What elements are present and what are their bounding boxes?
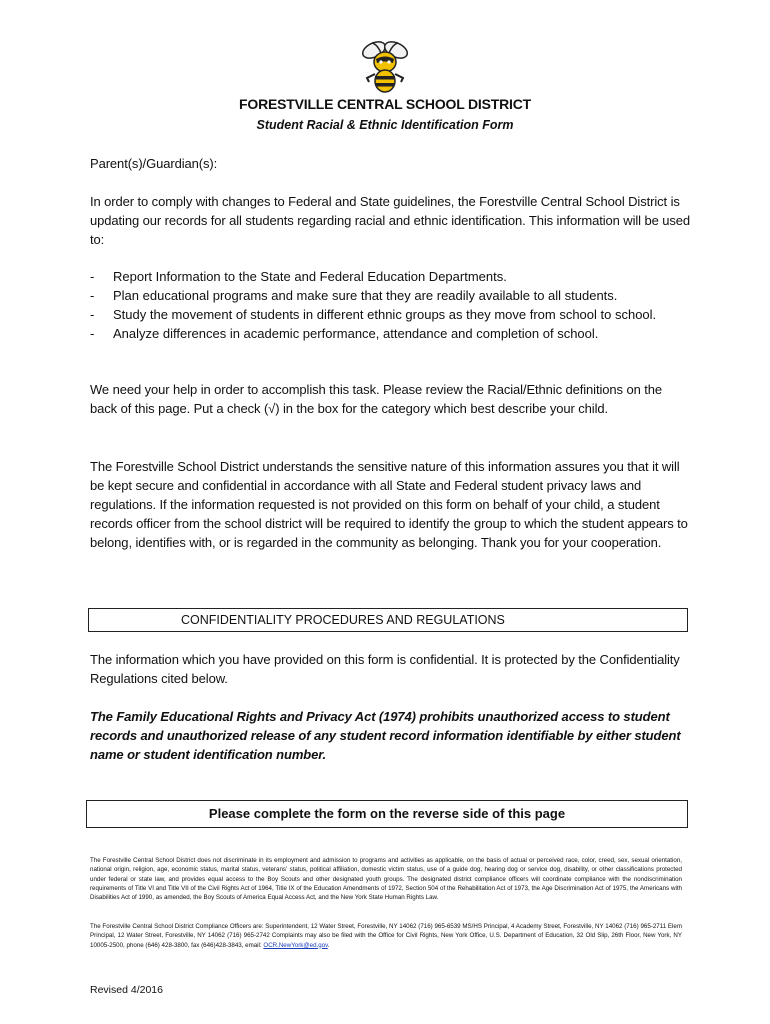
nondiscrimination-notice: The Forestville Central School District does not discriminate in its employment and admission to programs and activities as applicable, on the basis of actual or perceived race, color, creed, sex, sexual orientation, national origin, religion, age, economic status, marital status, veterans' status, political affiliation, domestic victim status, use of a guide dog, hearing dog or service dog, disability, or other classifications protected under federal or state law, and provides equal access to the Boy Scouts and other designated youth groups. The designated district compliance officers will coordinate compliance with the nondiscrimination requirements of Title VI and Title VII of the Civil Rights Act of 1964, Title IX of the Education Amendments of 1972, Section 504 of the Rehabilitation Act of 1973, the Age Discrimination Act of 1975, the Americans with Disabilities Act of 1990, as amended, the Boy Scouts of America Equal Access Act, and the New York State Human Rights Law. (90, 857, 682, 902)
district-title: FORESTVILLE CENTRAL SCHOOL DISTRICT (239, 96, 531, 112)
confidentiality-paragraph: The information which you have provided on this form is confidential. It is protected by the Confidentiality Regulations cited below. (90, 652, 680, 686)
form-subtitle: Student Racial & Ethnic Identification Form (256, 118, 514, 132)
list-item: - Plan educational programs and make sure that they are readily available to all students. (90, 288, 618, 303)
sensitivity-paragraph: The Forestville School District understands the sensitive nature of this information assures you that it will be kept secure and confidential in accordance with all State and Federal student privacy laws and regulations. If the information requested is not provided on this form on behalf of your child, a student records officer from the school district will be required to identify the group to which the student appears to belong, identifies with, or is regarded in the community as belonging. Thank you for your cooperation. (90, 459, 688, 550)
intro-paragraph: In order to comply with changes to Federal and State guidelines, the Forestville Central School District is updating our records for all students regarding racial and ethnic identification. This information will be used to: (90, 194, 691, 247)
compliance-officers-notice: The Forestville Central School District Compliance Officers are: Superintendent, 12 Water Street, Forestville, NY 14062 (716) 965-6539 MS/HS Principal, 4 Academy Street, Forestville, NY 14062 (716) 965-2711 Elem Principal, 12 Water Street, Forestville, NY 14062 (716) 965-2742 Complaints may also be filed with the Office for Civil Rights, New York Office, U.S. Department of Education, 32 Old Slip, 26th Floor, New York, NY 10005-2500, phone (646) 428-3800, fax (646)428-3843, email: OCR.NewYork@ed.gov. (90, 923, 682, 949)
usage-list (90, 267, 690, 343)
confidentiality-heading-box (88, 608, 688, 632)
list-item: - Analyze differences in academic performance, attendance and completion of school. (90, 326, 599, 341)
list-item: - Report Information to the State and Federal Education Departments. (90, 269, 507, 284)
ferpa-statement: The Family Educational Rights and Privacy Act (1974) prohibits unauthorized access to student records and unauthorized release of any student record information identifiable by either student name or student identification number. (90, 709, 681, 762)
confidentiality-heading: CONFIDENTIALITY PROCEDURES AND REGULATIONS (181, 613, 505, 627)
help-paragraph: We need your help in order to accomplish this task. Please review the Racial/Ethnic definitions on the back of this page. Put a check (√) in the box for the category which best describe your child. (90, 382, 662, 416)
salutation: Parent(s)/Guardian(s): (90, 156, 218, 171)
ocr-email-link[interactable]: OCR.NewYork@ed.gov (263, 941, 328, 949)
reverse-side-notice: Please complete the form on the reverse side of this page (86, 800, 688, 828)
revision-date: Revised 4/2016 (90, 984, 163, 996)
list-item: - Study the movement of students in different ethnic groups as they move from school to school. (90, 307, 657, 322)
hornet-mascot-icon (357, 38, 413, 94)
